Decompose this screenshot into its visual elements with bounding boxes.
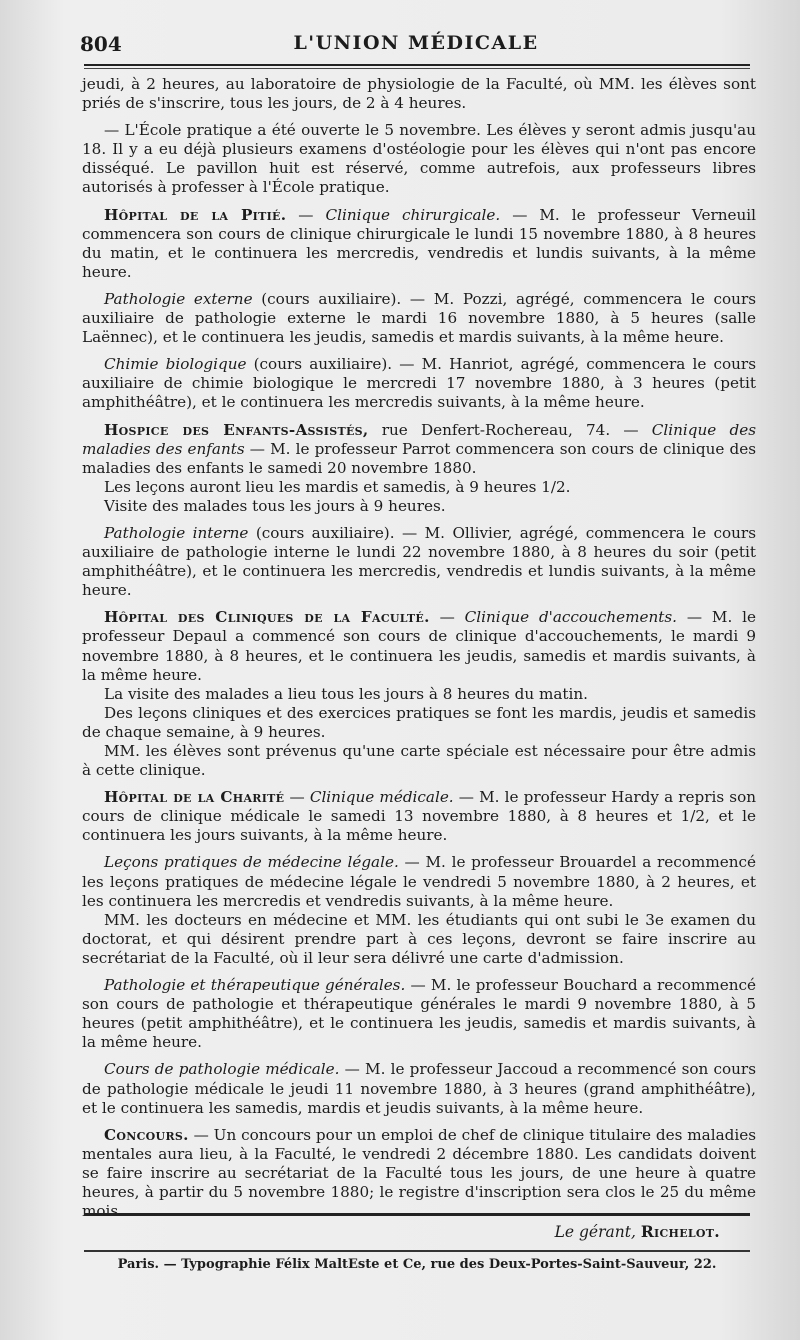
paragraph bbox=[82, 911, 756, 968]
paragraph-text: — M. le professeur Depaul a commencé son cours de clinique d'accouchements, le mardi 9 novembre 1880, à 8 heures, et le continuera les jeudis, samedis et mardis suivants, à la même heure. bbox=[82, 608, 757, 684]
paragraph-subtitle: Clinique médicale. bbox=[309, 788, 454, 807]
page-number: 804 bbox=[80, 32, 122, 56]
paragraph bbox=[82, 742, 756, 780]
paragraph bbox=[82, 704, 756, 742]
paragraph-text: jeudi, à 2 heures, au laboratoire de physiologie de la Faculté, où MM. les élèves sont priés de s'inscrire, tous les jours, de 2 à 4 heures. bbox=[82, 75, 756, 113]
paragraph-lead-mid: rue Denfert-Rochereau, 74. — bbox=[368, 420, 652, 439]
paragraph-text: — M. le professeur Jaccoud a recommencé son cours de pathologie médicale le jeudi 11 novembre 1880, à 3 heures (grand amphithéâtre), et le continuera les samedis, mardis et jeudis suivants, à la même heure. bbox=[82, 1060, 756, 1117]
paragraph-lead: Pathologie interne bbox=[104, 523, 249, 542]
paragraph-lead: Chimie biologique bbox=[104, 355, 247, 374]
running-title: L'UNION MÉDICALE bbox=[293, 32, 539, 54]
paragraph bbox=[82, 478, 756, 497]
paragraph-text: — M. le professeur Bouchard a recommencé son cours de pathologie et thérapeutique générales le mardi 9 novembre 1880, à 5 heures (petit amphithéâtre), et le continuera les jeudis, samedis et mardis suivants, à la même heure. bbox=[82, 976, 756, 1052]
paragraph bbox=[82, 853, 756, 910]
signature bbox=[555, 1222, 720, 1241]
paragraph-text: (cours auxiliaire). — M. Hanriot, agrégé, commencera le cours auxiliaire de chimie biologique le mercredi 17 novembre 1880, à 3 heures (petit amphithéâtre), et le continuera les mercredis suivants, à la même heure. bbox=[82, 355, 756, 412]
paragraph bbox=[82, 497, 756, 516]
paragraph-lead: Hôpital de la Charité bbox=[104, 788, 285, 807]
paragraph-text: — M. le professeur Brouardel a recommencé les leçons pratiques de médecine légale le vendredi 5 novembre 1880, à 2 heures, et les continuera les mercredis et vendredis suivants, à la même heure. bbox=[82, 853, 756, 910]
paragraph-lead: Hôpital des Cliniques de la Faculté. bbox=[104, 608, 430, 627]
paragraph-text: MM. les docteurs en médecine et MM. les étudiants qui ont subi le 3e examen du doctorat, et qui désirent prendre part à ces leçons, devront se faire inscrire au secrétariat de la Faculté, où il leur sera délivré une carte d'admission. bbox=[82, 910, 756, 967]
paragraph-text: (cours auxiliaire). — M. Ollivier, agrégé, commencera le cours auxiliaire de pathologie interne le lundi 22 novembre 1880, à 8 heures du soir (petit amphithéâtre), et le continuera les mercredis, vendredis et lundis suivants, à la même heure. bbox=[82, 523, 756, 600]
paragraph-text: Visite des malades tous les jours à 9 heures. bbox=[104, 496, 446, 515]
paragraph: Hôpital de la Pitié. — Clinique chirurgicale. — M. le professeur Verneuil commencera son cours de clinique chirurgicale le lundi 15 novembre 1880, à 8 heures du matin, et le continuera les mercredis, vendredis et lundis suivants, à la même heure. bbox=[82, 205, 756, 281]
paragraph-lead: Pathologie externe bbox=[104, 289, 253, 308]
paragraph bbox=[82, 1126, 756, 1221]
paragraph-text: (cours auxiliaire). — M. Pozzi, agrégé, commencera le cours auxiliaire de pathologie externe le mardi 16 novembre 1880, à 5 heures (salle Laënnec), et le continuera les jeudis, samedis et mardis suivants, à la même heure. bbox=[82, 289, 756, 347]
paragraph bbox=[82, 1060, 756, 1117]
paragraph-subtitle: Clinique des maladies des enfants bbox=[82, 420, 756, 458]
printer-line: Paris. — Typographie Félix MaltEste et Ce, rue des Deux-Portes-Saint-Sauveur, 22. bbox=[117, 1257, 717, 1272]
signature-label: Le gérant, bbox=[554, 1223, 636, 1241]
paragraph-text: MM. les élèves sont prévenus qu'une carte spéciale est nécessaire pour être admis à cette clinique. bbox=[82, 742, 756, 780]
header-rule-thin bbox=[84, 68, 750, 69]
paragraph-lead: Pathologie et thérapeutique générales. bbox=[104, 976, 406, 995]
paragraph bbox=[82, 355, 756, 412]
footer-rule bbox=[84, 1213, 750, 1216]
paragraph-lead: Hospice des Enfants-Assistés, bbox=[104, 420, 369, 439]
paragraph bbox=[82, 290, 756, 347]
paragraph-text: — M. le professeur Verneuil commencera son cours de clinique chirurgicale le lundi 15 novembre 1880, à 8 heures du matin, et le continuera les mercredis, vendredis et lundis suivants, à la même heure. bbox=[82, 205, 756, 281]
paragraph-text: — L'École pratique a été ouverte le 5 novembre. Les élèves y seront admis jusqu'au 18. Il y a eu déjà plusieurs examens d'ostéologie pour les élèves qui n'ont pas encore disséqué. Le pavillon huit est réservé, comme autrefois, aux professeurs libres autorisés à professer à l'École pratique. bbox=[82, 121, 756, 197]
paragraph bbox=[82, 121, 756, 197]
paragraph bbox=[82, 685, 756, 704]
paragraph-subtitle: Clinique d'accouchements. bbox=[464, 608, 678, 627]
paragraph-lead: Hôpital de la Pitié. bbox=[104, 205, 287, 224]
paragraph bbox=[82, 421, 756, 478]
paragraph-text: Des leçons cliniques et des exercices pratiques se font les mardis, jeudis et samedis de chaque semaine, à 9 heures. bbox=[82, 703, 756, 741]
paragraph: Hôpital des Cliniques de la Faculté. — Clinique d'accouchements. — M. le professeur Depaul a commencé son cours de clinique d'accouchements, le mardi 9 novembre 1880, à 8 heures, et le continuera les jeudis, samedis et mardis suivants, à la même heure. bbox=[82, 608, 757, 684]
paragraph-text: Les leçons auront lieu les mardis et samedis, à 9 heures 1/2. bbox=[104, 477, 571, 496]
paragraph bbox=[82, 524, 756, 600]
page-header bbox=[80, 30, 752, 58]
paragraph-lead: Concours. bbox=[104, 1125, 189, 1144]
signature-name: Richelot. bbox=[640, 1222, 720, 1241]
paragraph-lead: Leçons pratiques de médecine légale. bbox=[104, 853, 399, 872]
paragraph-text: La visite des malades a lieu tous les jours à 8 heures du matin. bbox=[104, 684, 588, 703]
paragraph bbox=[82, 75, 756, 113]
paragraph-text: — M. le professeur Hardy a repris son cours de clinique médicale le samedi 13 novembre 1880, à 8 heures et 1/2, et le continuera les jours suivants, à la même heure. bbox=[82, 788, 757, 845]
paragraph-subtitle: Clinique chirurgicale. bbox=[325, 205, 501, 224]
paragraph-text: — Un concours pour un emploi de chef de clinique titulaire des maladies mentales aura lieu, à la Faculté, le vendredi 2 décembre 1880. Les candidats doivent se faire inscrire au secrétariat de la Faculté tous les jours, de une heure à quatre heures, à partir du 5 novembre 1880; le registre d'inscription sera clos le 25 du même mois. bbox=[82, 1125, 756, 1221]
header-rule bbox=[84, 64, 750, 66]
paragraph-text: — M. le professeur Parrot commencera son cours de clinique des maladies des enfants le samedi 20 novembre 1880. bbox=[82, 439, 756, 477]
footer-rule-2 bbox=[84, 1250, 750, 1252]
paragraph: Hôpital de la Charité — Clinique médicale. — M. le professeur Hardy a repris son cours de clinique médicale le samedi 13 novembre 1880, à 8 heures et 1/2, et le continuera les jours suivants, à la même heure. bbox=[82, 788, 757, 845]
paragraph bbox=[82, 976, 756, 1052]
paragraph-lead: Cours de pathologie médicale. bbox=[104, 1060, 340, 1079]
article-body bbox=[82, 75, 756, 1221]
